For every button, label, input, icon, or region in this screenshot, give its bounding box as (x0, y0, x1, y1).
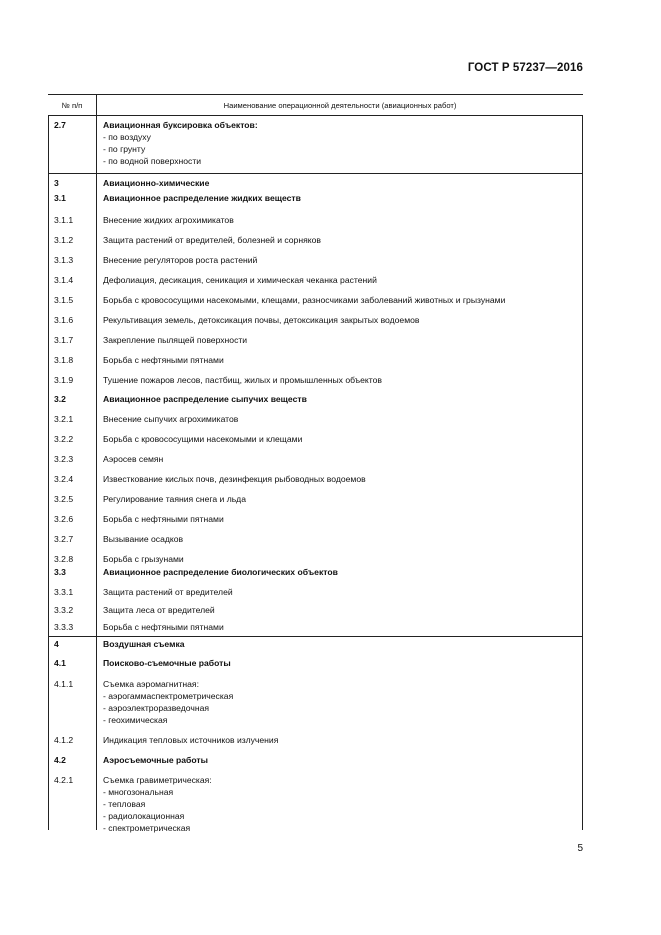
row-description (96, 473, 583, 489)
row-subitem: - радиолокационная (103, 811, 185, 821)
row-number: 4 (54, 639, 59, 649)
row-description (96, 413, 583, 429)
table-row (48, 230, 583, 250)
table-row (48, 409, 583, 429)
activities-table (48, 94, 583, 833)
row-description (96, 433, 583, 449)
row-title: Аэросев семян (103, 454, 164, 464)
table-row (48, 583, 583, 601)
row-description (96, 393, 583, 409)
row-description (96, 734, 583, 750)
row-number: 3.3.2 (54, 605, 74, 615)
row-title: Рекультивация земель, детоксикация почвы, детоксикация закрытых водоемов (103, 315, 420, 325)
column-header-number: № п/п (48, 95, 97, 115)
row-number: 3.2.2 (54, 434, 74, 444)
row-description (96, 657, 583, 673)
row-title: Внесение регуляторов роста растений (103, 255, 258, 265)
row-subitem: - по грунту (103, 144, 146, 154)
row-title: Борьба с нефтяными пятнами (103, 355, 224, 365)
row-description (96, 621, 583, 636)
row-number: 4.1.1 (54, 679, 74, 689)
table-row (48, 566, 583, 583)
table-row (48, 549, 583, 566)
row-number: 3 (54, 178, 59, 188)
row-description (96, 586, 583, 601)
table-row (48, 636, 583, 653)
row-number: 3.1.2 (54, 235, 74, 245)
row-subitem: - аэроэлектроразведочная (103, 703, 210, 713)
row-number: 3.2.3 (54, 454, 74, 464)
row-number: 3.2.8 (54, 554, 74, 564)
table-header-row (48, 94, 583, 116)
row-number: 3.1.8 (54, 355, 74, 365)
row-description (96, 354, 583, 370)
row-description (96, 513, 583, 529)
table-row (48, 489, 583, 509)
document-standard-number: ГОСТ Р 57237—2016 (467, 62, 583, 74)
row-description (96, 604, 583, 618)
column-header-name: Наименование операционной деятельности (авиационных работ) (223, 100, 457, 110)
row-description (96, 533, 583, 549)
row-title: Борьба с грызунами (103, 554, 184, 564)
table-row (48, 250, 583, 270)
table-row (48, 730, 583, 750)
row-title: Борьба с нефтяными пятнами (103, 622, 224, 632)
row-number: 2.7 (54, 120, 66, 130)
row-title: Борьба с нефтяными пятнами (103, 514, 224, 524)
page-number: 5 (577, 843, 583, 854)
row-title: Регулирование таяния снега и льда (103, 494, 246, 504)
table-row (48, 469, 583, 489)
table-row (48, 190, 583, 210)
table-row (48, 270, 583, 290)
row-description (96, 214, 583, 230)
row-number: 3.3 (54, 567, 66, 577)
table-row (48, 509, 583, 529)
table-row (48, 116, 583, 173)
row-description (96, 638, 583, 653)
row-description (96, 754, 583, 770)
row-description (96, 774, 583, 833)
row-description (96, 119, 583, 173)
row-number: 3.1.4 (54, 275, 74, 285)
row-subitem: - аэрогаммаспектрометрическая (103, 691, 234, 701)
row-subitem: - многозональная (103, 787, 174, 797)
row-number: 4.2.1 (54, 775, 74, 785)
row-number: 4.2 (54, 755, 66, 765)
row-description (96, 192, 583, 210)
row-title: Аэросъемочные работы (103, 755, 208, 765)
table-row (48, 210, 583, 230)
row-number: 3.1.5 (54, 295, 74, 305)
row-title: Авиационное распределение биологических объектов (103, 567, 338, 577)
row-title: Воздушная съемка (103, 639, 185, 649)
row-subitem: - по воздуху (103, 132, 151, 142)
row-number: 3.2.6 (54, 514, 74, 524)
row-subitem: - геохимическая (103, 715, 168, 725)
row-subitem: - спектрометрическая (103, 823, 191, 833)
table-row (48, 770, 583, 833)
row-number: 3.2.4 (54, 474, 74, 484)
table-body (48, 116, 583, 833)
row-number: 3.2.1 (54, 414, 74, 424)
row-title: Авиационная буксировка объектов: (103, 120, 258, 130)
row-description (96, 234, 583, 250)
row-title: Авиационное распределение сыпучих веществ (103, 394, 307, 404)
row-number: 3.1.9 (54, 375, 74, 385)
row-description (96, 314, 583, 330)
row-description (96, 274, 583, 290)
table-row (48, 173, 583, 190)
row-number: 3.1.6 (54, 315, 74, 325)
row-title: Защита растений от вредителей (103, 587, 233, 597)
row-title: Борьба с кровососущими насекомыми, клещами, разносчиками заболеваний животных и грызунами (103, 295, 506, 305)
row-title: Авиационно-химические (103, 178, 210, 188)
row-number: 3.1.1 (54, 215, 74, 225)
row-title: Дефолиация, десикация, сеникация и химическая чеканка растений (103, 275, 377, 285)
row-title: Поисково-съемочные работы (103, 658, 231, 668)
row-title: Закрепление пылящей поверхности (103, 335, 248, 345)
row-title: Внесение сыпучих агрохимикатов (103, 414, 239, 424)
row-number: 3.2 (54, 394, 66, 404)
row-title: Внесение жидких агрохимикатов (103, 215, 234, 225)
row-number: 4.1 (54, 658, 66, 668)
row-title: Борьба с кровососущими насекомыми и клещами (103, 434, 303, 444)
row-description (96, 566, 583, 583)
row-number: 3.2.7 (54, 534, 74, 544)
row-description (96, 374, 583, 390)
row-number: 4.1.2 (54, 735, 74, 745)
table-row (48, 449, 583, 469)
row-number: 3.1.3 (54, 255, 74, 265)
row-number: 3.1 (54, 193, 66, 203)
row-description (96, 493, 583, 509)
table-row (48, 350, 583, 370)
row-number: 3.3.1 (54, 587, 74, 597)
row-title: Вызывание осадков (103, 534, 184, 544)
table-row (48, 653, 583, 673)
row-description (96, 177, 583, 190)
row-title: Известкование кислых почв, дезинфекция рыбоводных водоемов (103, 474, 366, 484)
table-row (48, 429, 583, 449)
table-row (48, 310, 583, 330)
table-row (48, 529, 583, 549)
row-title: Индикация тепловых источников излучения (103, 735, 279, 745)
row-subitem: - тепловая (103, 799, 146, 809)
row-number: 3.3.3 (54, 622, 74, 632)
table-row (48, 290, 583, 310)
table-row (48, 601, 583, 618)
table-row (48, 330, 583, 350)
row-description (96, 553, 583, 566)
row-title: Съемка гравиметрическая: (103, 775, 212, 785)
table-row (48, 673, 583, 730)
row-description (96, 678, 583, 730)
row-description (96, 254, 583, 270)
row-number: 3.1.7 (54, 335, 74, 345)
row-number: 3.2.5 (54, 494, 74, 504)
row-title: Защита леса от вредителей (103, 605, 215, 615)
table-row (48, 390, 583, 409)
row-description (96, 453, 583, 469)
row-title: Авиационное распределение жидких веществ (103, 193, 301, 203)
table-row (48, 618, 583, 636)
table-row (48, 750, 583, 770)
table-row (48, 370, 583, 390)
row-description (96, 334, 583, 350)
row-title: Защита растений от вредителей, болезней и сорняков (103, 235, 321, 245)
row-subitem: - по водной поверхности (103, 156, 202, 166)
row-title: Тушение пожаров лесов, пастбищ, жилых и промышленных объектов (103, 375, 382, 385)
row-description (96, 294, 583, 310)
row-title: Съемка аэромагнитная: (103, 679, 199, 689)
